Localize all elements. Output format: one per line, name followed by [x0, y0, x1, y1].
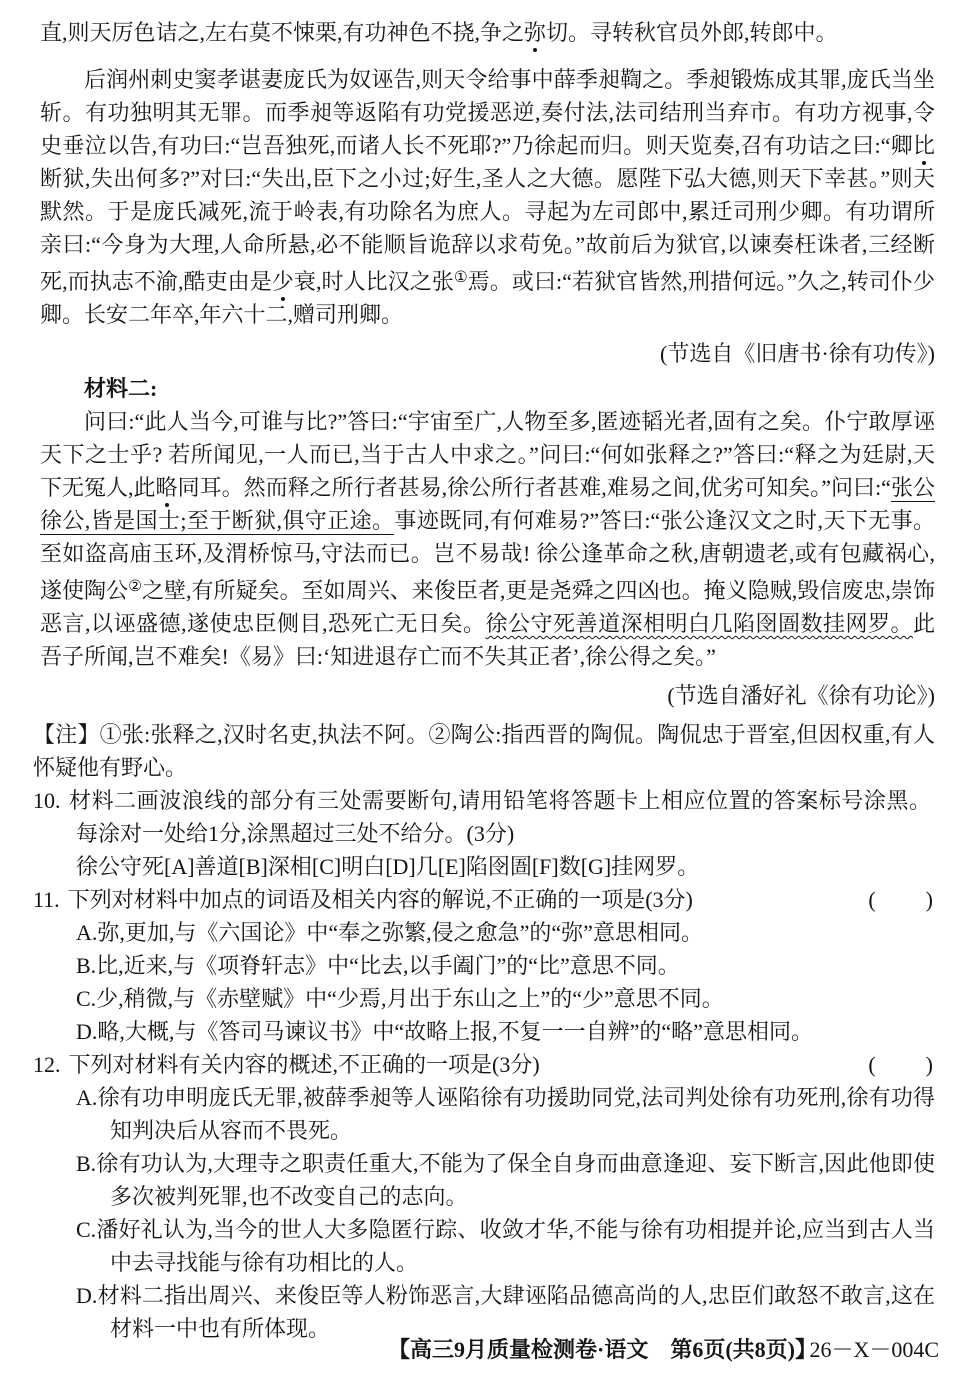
question-12-options [76, 1081, 935, 1345]
material-1 [40, 16, 935, 370]
material-2-paragraph: 问曰:“此人当今,可谁与比?”答曰:“宇宙至广,人物至多,匿迹韬光者,固有之矣。仆宁敢厚诬天下之士乎? 若所闻见,一人而已,当于古人中求之。”问曰:“何如张释之?”答曰:“释之为廷尉,天下无冤人,此略同耳。然而释之所行者甚易,徐公所行者甚难,难易之间,优劣可知矣。”问曰:“张公徐公,皆是国士;至于断狱,俱守正途。事迹既同,有何难易?”答曰:“张公逢汉文之时,天下无事。至如盗高庙玉环,及渭桥惊马,守法而已。岂不易哉! 徐公逢革命之秋,唐朝遗老,或有包藏祸心,遂使陶公②之壁,有所疑矣。至如周兴、来俊臣者,更是尧舜之四凶也。掩义隐贼,毁信废忠,崇饰恶言,以诬盛德,遂使忠臣侧目,恐死亡无日矣。徐公守死善道深相明白几陷囹圄数挂网罗。此吾子所闻,岂不难矣!《易》曰:‘知进退存亡而不失其正者’,徐公得之矣。” [40, 408, 935, 669]
question-12-option-c: C.潘好礼认为,当今的世人大多隐匿行踪、收敛才华,不能与徐有功相提并论,应当到古人当中去寻找能与徐有功相比的人。 [76, 1216, 935, 1275]
question-12-answer-blank: ( ) [868, 1051, 935, 1077]
page-footer [0, 1333, 969, 1366]
question-10-answer-line: 徐公守死[A]善道[B]深相[C]明白[D]几[E]陷囹圄[F]数[G]挂网罗。 [76, 853, 700, 879]
footnote: 【注】①张:张释之,汉时名吏,执法不阿。②陶公:指西晋的陶侃。陶侃忠于晋室,但因权重,有人怀疑他有野心。 [33, 721, 935, 780]
question-10-stem [33, 784, 935, 850]
footer-title: 【高三9月质量检测卷·语文 第6页(共8页)】 [388, 1337, 817, 1362]
question-10-number: 10. [33, 787, 61, 813]
question-11-option-c: C.少,稍微,与《赤壁赋》中“少焉,月出于东山之上”的“少”意思不同。 [76, 985, 724, 1011]
material-1-attribution: (节选自《旧唐书·徐有功传》) [660, 340, 935, 366]
question-11-option-d: D.略,大概,与《答司马谏议书》中“故略上报,不复一一自辨”的“略”意思相同。 [76, 1018, 813, 1044]
question-12-option-d: D.材料二指出周兴、来俊臣等人粉饰恶言,大肆诬陷品德高尚的人,忠臣们敢怒不敢言,这在材料一中也有所体现。 [76, 1282, 935, 1341]
question-11-text: 下列对材料中加点的词语及相关内容的解说,不正确的一项是(3分) [67, 886, 693, 912]
question-11-stem [33, 883, 935, 916]
material-2-attribution: (节选自潘好礼《徐有功论》) [667, 682, 935, 708]
question-12-option-a: A.徐有功申明庞氏无罪,被薛季昶等人诬陷徐有功援助同党,法司判处徐有功死刑,徐有功得知判决后从容而不畏死。 [76, 1084, 935, 1143]
questions-section [33, 784, 935, 1345]
question-12-option-b: B.徐有功认为,大理寺之职责任重大,不能为了保全自身而曲意逢迎、妄下断言,因此他即使多次被判死罪,也不改变自己的志向。 [76, 1150, 935, 1209]
question-11-option-b: B.比,近来,与《项脊轩志》中“比去,以手阖门”的“比”意思不同。 [76, 952, 680, 978]
question-11-option-a: A.弥,更加,与《六国论》中“奉之弥繁,侵之愈急”的“弥”意思相同。 [76, 919, 703, 945]
question-11-options [76, 916, 935, 1048]
question-11 [33, 883, 935, 1048]
footer-paper-code: 26－X－004C [809, 1337, 939, 1362]
material-1-paragraph-continuation: 直,则天厉色诘之,左右莫不悚栗,有功神色不挠,争之弥切。寻转秋官员外郎,转郎中。 [40, 20, 838, 45]
question-10 [33, 784, 935, 883]
question-11-number: 11. [33, 886, 60, 912]
question-12-stem [33, 1048, 935, 1081]
material-2-heading: 材料二: [84, 375, 158, 401]
question-12-number: 12. [33, 1051, 61, 1077]
question-12-text: 下列对材料有关内容的概述,不正确的一项是(3分) [68, 1051, 540, 1077]
material-2 [40, 372, 935, 712]
question-11-answer-blank: ( ) [868, 886, 935, 912]
material-1-paragraph: 后润州刺史窦孝谌妻庞氏为奴诬告,则天令给事中薛季昶鞫之。季昶锻炼成其罪,庞氏当坐斩。有功独明其无罪。而季昶等返陷有功党援恶逆,奏付法,法司结刑当弃市。有功方视事,令史垂泣以告,有功曰:“岂吾独死,而诸人长不死耶?”乃徐起而归。则天览奏,召有功诘之曰:“卿比断狱,失出何多?”对曰:“失出,臣下之小过;好生,圣人之大德。愿陛下弘大德,则天下幸甚。”则天默然。于是庞氏减死,流于岭表,有功除名为庶人。寻起为左司郎中,累迁司刑少卿。有功谓所亲曰:“今身为大理,人命所悬,必不能顺旨诡辞以求苟免。”故前后为狱官,以谏奏枉诛者,三经断死,而执志不渝,酷吏由是少衰,时人比汉之张①焉。或曰:“若狱官皆然,刑措何远。”久之,转司仆少卿。长安二年卒,年六十二,赠司刑卿。 [40, 67, 935, 327]
question-12 [33, 1048, 935, 1345]
question-10-text: 材料二画波浪线的部分有三处需要断句,请用铅笔将答题卡上相应位置的答案标号涂黑。每涂对一处给1分,涂黑超过三处不给分。(3分) [68, 787, 931, 846]
